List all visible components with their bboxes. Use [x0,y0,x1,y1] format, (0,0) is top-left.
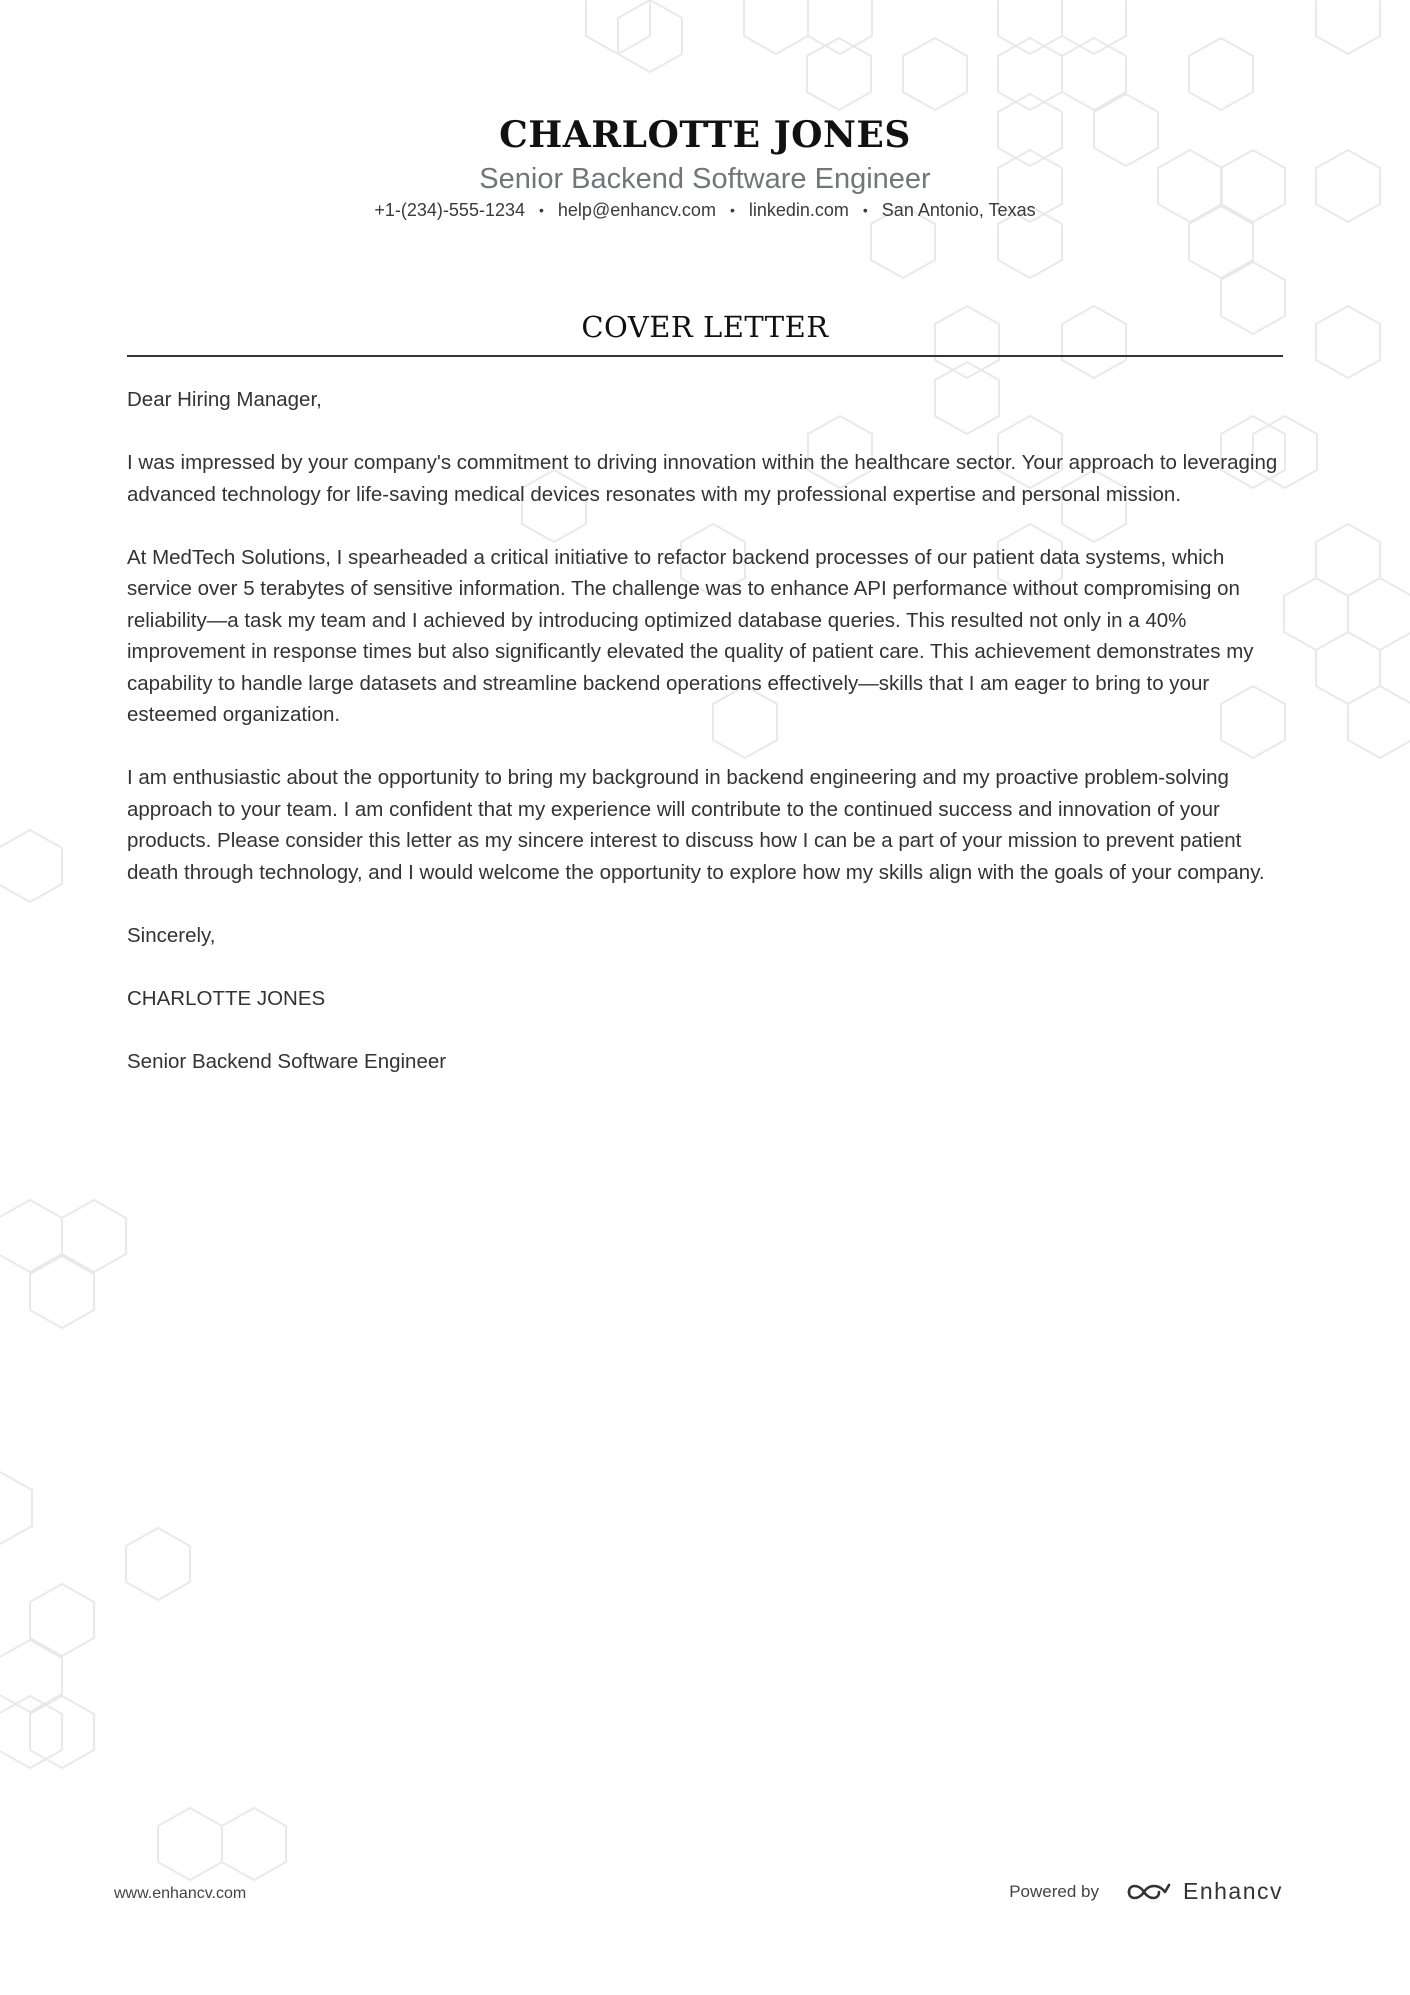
enhancv-brand-name: Enhancv [1182,1878,1283,1904]
signature-title: Senior Backend Software Engineer [127,1049,447,1073]
candidate-title: Senior Backend Software Engineer [479,163,931,195]
contact-linkedin[interactable]: linkedin.com [748,200,849,220]
bullet-separator: • [862,202,868,218]
bullet-separator: • [729,202,735,218]
contact-location: San Antonio, Texas [881,200,1036,220]
footer-branding[interactable] [1009,1878,1283,1905]
section-divider [127,355,1283,357]
letter-paragraph: I am enthusiastic about the opportunity to bring my background in backend engineering and my proactive problem-solving approach to your team. I am confident that my experience will contribute to the continued success and innovation of your products. Please consider this letter as my sincere interest to discuss how I can be a part of your mission to prevent patient death through technology, and I would welcome the opportunity to explore how my skills align with the goals of your company. [127,766,1265,884]
letter-paragraph: I was impressed by your company's commitment to driving innovation within the healthcare sector. Your approach to leveraging advanced technology for life-saving medical devices resonates with my professional expertise and personal mission. [127,451,1278,506]
signature-name: CHARLOTTE JONES [127,986,326,1010]
contact-email[interactable]: help@enhancv.com [557,200,716,220]
section-title: COVER LETTER [581,310,829,344]
contact-phone: +1-(234)-555-1234 [374,200,525,220]
contact-info [0,198,1410,222]
bullet-separator: • [539,202,544,218]
resume-header [0,112,1410,222]
letter-greeting: Dear Hiring Manager, [127,388,322,411]
candidate-name: CHARLOTTE JONES [499,114,911,156]
letter-body [127,384,1283,1109]
powered-by-label: Powered by [1009,1881,1099,1901]
enhancv-logo-icon [1125,1879,1171,1905]
letter-paragraph: At MedTech Solutions, I spearheaded a critical initiative to refactor backend processes of our patient data systems, which service over 5 terabytes of sensitive information. The challenge was to enhance API performance without compromising on reliability—a task my team and I achieved by introducing optimized database queries. This resulted not only in a 40% improvement in response times but also significantly elevated the quality of patient care. This achievement demonstrates my capability to handle large datasets and streamline backend operations effectively—skills that I am eager to bring to your esteemed organization. [127,545,1254,726]
letter-closing: Sincerely, [127,923,216,947]
footer-website-link[interactable]: www.enhancv.com [114,1885,247,1902]
